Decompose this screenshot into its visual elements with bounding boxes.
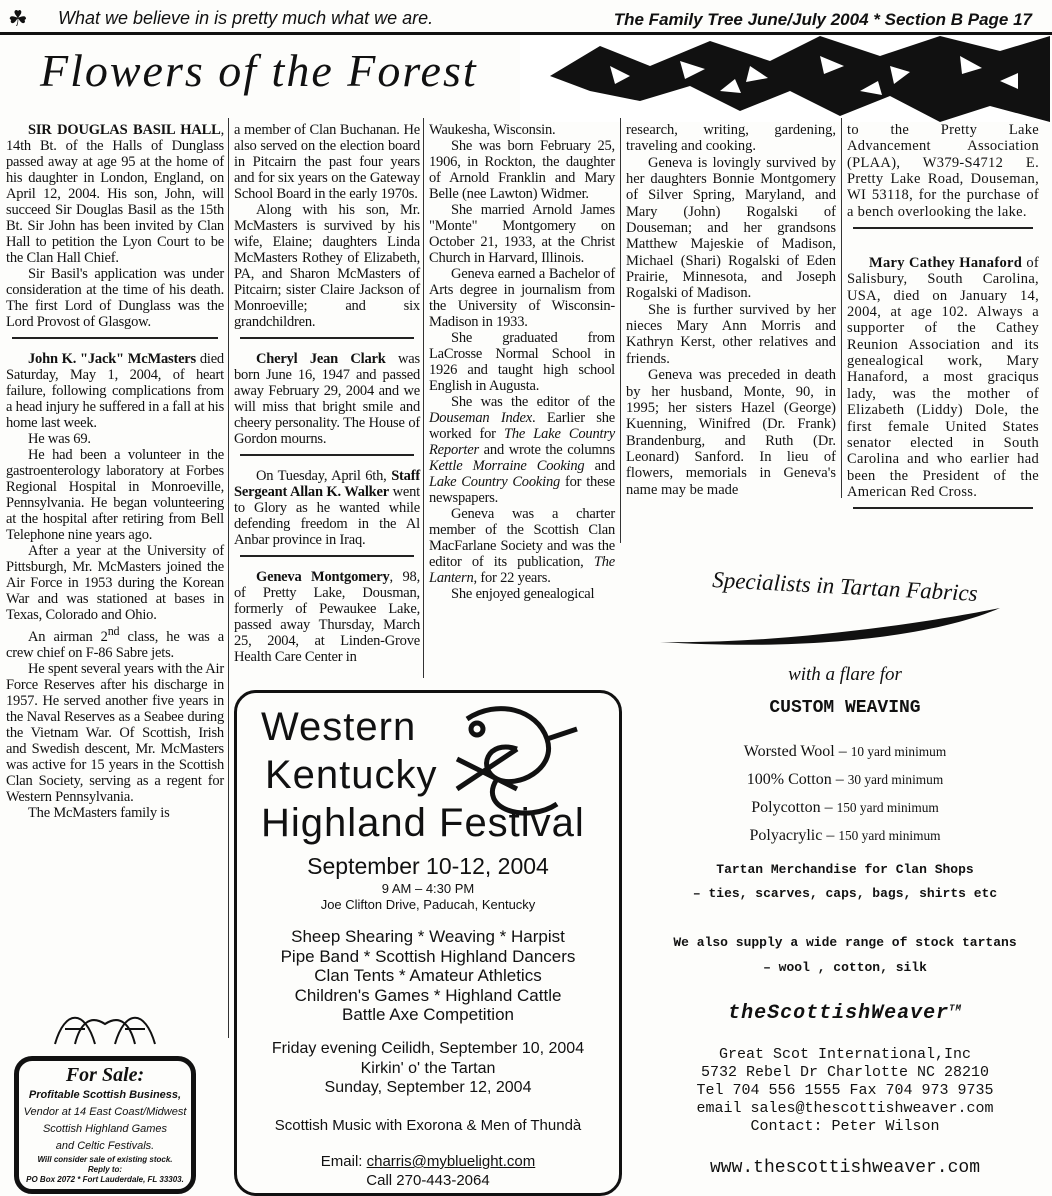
event-line: Battle Axe Competition	[342, 1005, 514, 1024]
divider	[240, 337, 414, 339]
ad-line: Scottish Highland Games	[42, 1123, 168, 1135]
email: email sales@thescottishweaver.com	[696, 1100, 994, 1117]
obituary-montgomery: Geneva Montgomery, 98, of Pretty Lake, Dousman, formerly of Pewaukee Lake, passed away Thursday, March 25, 2004, at Linden-Grove Health Care Center in	[234, 569, 420, 665]
column-divider	[620, 118, 621, 543]
paragraph: Geneva earned a Bachelor of Arts degree in journalism from the University of Wisconsin-Madison in 1933.	[429, 266, 615, 330]
event-line: Sheep Shearing * Weaving * Harpist	[291, 927, 565, 946]
festival-events	[237, 927, 619, 1025]
swoosh-decoration	[640, 604, 1050, 654]
fabric-item: Worsted Wool – 10 yard minimum	[743, 743, 947, 760]
festival-music: Scottish Music with Exorona & Men of Thundà	[274, 1117, 582, 1134]
supply-heading: We also supply a wide range of stock tartans	[673, 935, 1017, 950]
supply-items: – wool , cotton, silk	[763, 960, 927, 975]
divider	[12, 337, 218, 339]
paragraph: Geneva is lovingly survived by her daughters Bonnie Montgomery of Silver Spring, Maryland, and Mary (John) Rogalski of Douseman; and her grandsons Matthew Majeskie of Madison, Michael (Shari) Rogalski of Eden Prairie, Minnesota, and Joseph Rogalski of Madison.	[626, 154, 836, 302]
fabric-item: Polycotton – 150 yard minimum	[751, 799, 939, 816]
paragraph: Geneva was preceded in death by her husband, Monte, 90, in 1995; her sisters Hazel (George) Kuenning, Winifred (Dr. Frank) Brandenburg, and Ruth (Dr. Leonard) Sanford. In lieu of flowers, memorials in Geneva's name may be made	[626, 367, 836, 498]
paragraph: research, writing, gardening, traveling and cooking.	[626, 122, 836, 155]
header-motto: What we believe in is pretty much what we are.	[58, 8, 434, 28]
ad-custom-weaving: CUSTOM WEAVING	[769, 698, 921, 718]
paragraph: She graduated from LaCrosse Normal School in 1926 and taught high school English in Augusta.	[429, 330, 615, 394]
column-4	[626, 122, 836, 498]
festival-title-line: Western	[261, 705, 417, 749]
tartan-fabrics-ad	[640, 560, 1050, 1190]
section-title: Flowers of the Forest	[40, 45, 478, 96]
column-divider	[228, 118, 229, 1038]
paragraph: Waukesha, Wisconsin.	[429, 122, 556, 138]
paragraph: to the Pretty Lake Advancement Association (PLAA), W379-S4712 E. Pretty Lake Road, Douseman, WI 53118, for the purchase of a bench overlooking the lake.	[847, 122, 1039, 220]
festival-date: September 10-12, 2004	[307, 853, 549, 879]
paragraph: He was 69.	[28, 431, 91, 447]
festival-extra	[237, 1039, 619, 1098]
divider	[240, 555, 414, 557]
paragraph: The McMasters family is	[28, 804, 170, 821]
divider	[853, 227, 1033, 229]
scottish-weaver-logo: theScottishWeaver™	[728, 1002, 962, 1025]
ad-line: Profitable Scottish Business,	[28, 1089, 182, 1101]
email-link[interactable]: charris@mybluelight.com	[366, 1153, 536, 1170]
company-name: Great Scot International,Inc	[718, 1046, 972, 1063]
obituary-clark: Cheryl Jean Clark was born June 16, 1947 and passed away February 29, 2004 and we will miss that bright smile and cheery personality. The House of Gordon mourns.	[234, 351, 420, 447]
obituary-walker: On Tuesday, April 6th, Staff Sergeant Allan K. Walker went to Glory as he wanted while defending freedom in the Al Anbar province in Iraq.	[234, 468, 420, 548]
ad-subhead: with a flare for	[788, 664, 902, 685]
festival-email: Email: charris@mybluelight.com	[320, 1153, 536, 1170]
event-line: Clan Tents * Amateur Athletics	[314, 966, 542, 985]
event-line: Pipe Band * Scottish Highland Dancers	[280, 946, 576, 966]
paragraph: He had been a volunteer in the gastroenterology laboratory at Forbes Regional Hospital in Monroeville, Pennsylvania. He began volunteering at the hospital after retiring from Bell Telephone nine years ago.	[6, 447, 224, 543]
address: 5732 Rebel Dr Charlotte NC 28210	[700, 1064, 990, 1081]
paragraph: She was the editor of the Douseman Index. Earlier she worked for The Lake Country Reporter and wrote the columns Kettle Morraine Cooking and Lake Country Cooking for these newspapers.	[429, 394, 615, 506]
for-sale-ad	[14, 1056, 196, 1194]
column-1	[6, 122, 224, 821]
obituary-hanaford: Mary Cathey Hanaford of Salisbury, South Carolina, USA, died on January 14, 2004, at age 102. Always a supporter of the Cathey Reunion Association and its genealogical work, Mary Hanaford, a most graciqus lady, was the mother of Elizabeth (Liddy) Dole, the first female United States senator elected in South Carolina and who earlier had been the President of the American Red Cross.	[847, 255, 1039, 500]
event-line: Friday evening Ceilidh, September 10, 2004	[271, 1040, 585, 1057]
ad-line: Vendor at 14 East Coast/Midwest	[23, 1106, 187, 1118]
divider	[853, 507, 1033, 509]
obituary-hall: SIR DOUGLAS BASIL HALL, 14th Bt. of the Halls of Dunglass passed away at age 95 at the home of his daughter in London, England, on April 12, 2004. His son, John, will succeed Sir Douglas Basil as the 15th Bt. Sir John has been invited by Clan Hall to petition the Lyon Court to be the Clan Hall Chief.	[6, 122, 224, 266]
paragraph: He spent several years with the Air Force Reserves after his discharge in 1957. He served another five years in the Naval Reserves as a Seabee during the Vietnam War. Of Scottish, Irish and Swedish descent, Mr. McMasters was active for 15 years in the Scottish Clan Society, serving as a regent for Western Pennsylvania.	[6, 660, 224, 805]
foliage-decoration	[520, 36, 1050, 122]
paragraph: Along with his son, Mr. McMasters is survived by his wife, Elaine; daughters Linda McMasters Rothey of Elizabeth, PA, and Sharon McMasters of Pitcairn; sister Claire Jackson of Monroeville; and six grandchildren.	[234, 202, 420, 330]
fabric-list	[640, 738, 1050, 850]
fabric-item: Polyacrylic – 150 yard minimum	[749, 827, 941, 844]
fabric-item: 100% Cotton – 30 yard minimum	[746, 771, 944, 788]
thistle-ornament	[50, 1004, 160, 1050]
paragraph: She enjoyed genealogical	[451, 586, 595, 602]
paragraph: An airman 2nd class, he was a crew chief on F-86 Sabre jets.	[6, 624, 224, 661]
paragraph: a member of Clan Buchanan. He also served on the election board in Pitcairn the past four years and for six years on the Gateway School Board in the early 1970s.	[234, 122, 420, 202]
paragraph: After a year at the University of Pittsburgh, Mr. McMasters joined the Air Force in 1953 during the Korean War and was stationed at bases in Texas, Colorado and Ohio.	[6, 543, 224, 623]
festival-title-line: Highland Festival	[261, 801, 585, 845]
issue-info: The Family Tree June/July 2004 * Section B Page 17	[613, 10, 1032, 29]
column-2	[234, 122, 420, 665]
event-line: Sunday, September 12, 2004	[324, 1079, 532, 1096]
paragraph: Geneva was a charter member of the Scottish Clan MacFarlane Society and was the editor of its publication, The Lantern, for 22 years.	[429, 506, 615, 586]
contact-block	[640, 1046, 1050, 1136]
event-line: Kirkin' o' the Tartan	[360, 1059, 496, 1077]
festival-title-line: Kentucky	[265, 753, 438, 797]
column-3	[429, 122, 615, 602]
column-divider	[423, 118, 424, 678]
festival-phone: Call 270-443-2064	[366, 1172, 490, 1189]
page-header	[0, 4, 1052, 35]
ad-address: PO Box 2072 * Fort Lauderdale, FL 33303.	[26, 1175, 184, 1184]
ad-line: Reply to:	[87, 1165, 123, 1174]
contact-person: Contact: Peter Wilson	[750, 1118, 940, 1135]
divider	[240, 454, 414, 456]
merch-items: – ties, scarves, caps, bags, shirts etc	[692, 886, 998, 901]
festival-hours: 9 AM – 4:30 PM	[381, 881, 475, 896]
column-5	[847, 122, 1039, 521]
ad-line: and Celtic Festivals.	[55, 1140, 155, 1152]
obituary-mcmasters: John K. "Jack" McMasters died Saturday, May 1, 2004, of heart failure, following complications from a head injury he suffered in a fall at his home last week.	[6, 351, 225, 431]
paragraph: She was born February 25, 1906, in Rockton, the daughter of Arnold Franklin and Mary Belle (nee Lawton) Widmer.	[429, 138, 615, 202]
ad-headline: Specialists in Tartan Fabrics	[711, 567, 979, 606]
paragraph: She married Arnold James "Monte" Montgomery on October 21, 1933, at the Christ Church in Harvard, Illinois.	[429, 202, 615, 266]
paragraph: She is further survived by her nieces Mary Ann Morris and Kathryn Kerst, other relatives and friends.	[626, 301, 836, 367]
website: www.thescottishweaver.com	[709, 1158, 981, 1178]
event-line: Children's Games * Highland Cattle	[294, 985, 562, 1005]
merch-heading: Tartan Merchandise for Clan Shops	[716, 862, 974, 877]
shamrock-icon: ☘	[8, 6, 28, 31]
paragraph: Sir Basil's application was under consideration at the time of his death. The first Lord of Dunglass was the Lord Provost of Glasgow.	[6, 266, 224, 330]
festival-location: Joe Clifton Drive, Paducah, Kentucky	[320, 897, 536, 912]
festival-ad	[234, 690, 622, 1196]
ad-title: For Sale:	[65, 1064, 145, 1086]
phone-fax: Tel 704 556 1555 Fax 704 973 9735	[696, 1082, 994, 1099]
column-divider	[841, 118, 842, 498]
ad-line: Will consider sale of existing stock.	[37, 1155, 173, 1164]
